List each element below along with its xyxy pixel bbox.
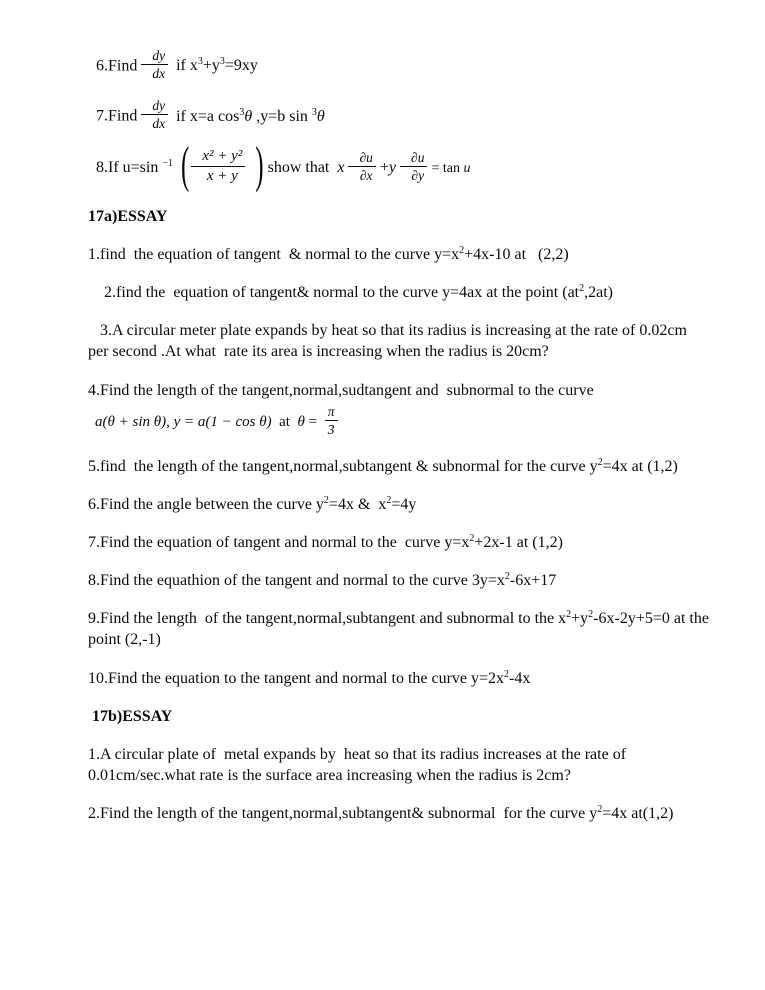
text-segment: -4x <box>509 669 531 687</box>
text-segment: +4x-10 at (2,2) <box>464 246 569 264</box>
question-text <box>88 610 713 648</box>
essay-17b-q2 <box>88 803 709 824</box>
question-8-lead <box>96 159 173 176</box>
essay-17a-q7 <box>88 532 709 553</box>
question-text <box>88 805 673 822</box>
question-text <box>88 670 530 687</box>
superscript: 2 <box>459 245 465 257</box>
superscript: 3 <box>219 56 225 68</box>
text-segment: =9xy <box>224 57 258 75</box>
question-text <box>88 322 691 360</box>
essay-17b-heading: 17b)ESSAY <box>92 707 173 725</box>
text-segment: 4.Find the length of the tangent,normal,sudtangent and subnormal to the curve <box>88 381 594 399</box>
text-segment: θ <box>316 107 325 125</box>
essay-17a-q9 <box>88 608 713 650</box>
superscript: 2 <box>504 571 510 583</box>
superscript: 2 <box>504 668 510 680</box>
essay-17a-q2 <box>88 282 709 303</box>
question-text <box>88 746 634 784</box>
text-segment: show that <box>263 159 338 177</box>
superscript: 3 <box>239 106 245 118</box>
essay-17a-heading: 17a)ESSAY <box>88 208 168 226</box>
text-segment: θ <box>244 107 253 125</box>
text-segment: -6x+17 <box>509 572 557 590</box>
essay-17b-q1 <box>88 744 709 786</box>
question-8: 8.If u=sin $^{-1}$ ( $\frac{\text{x² + y²}}{x + y}$ ) show that x $\frac{\partial u}{\partial x}$ +y $\frac{\partial u}{\partial y}$ = tan u <box>96 138 471 194</box>
text-segment: 7.Find the equation of tangent and normal to the curve y=x <box>88 534 470 552</box>
fraction-denominator: dx <box>152 66 166 82</box>
fraction-numerator: ∂u <box>400 150 427 167</box>
question-text <box>104 284 613 301</box>
text-segment: 8.If u=sin <box>96 159 163 177</box>
fraction-denominator: ∂x <box>359 168 373 184</box>
dy-dx-fraction <box>141 98 168 131</box>
text-segment: at <box>271 413 298 430</box>
question-7-label: 7.Find <box>96 107 138 125</box>
text-segment: +y <box>571 610 589 628</box>
y-variable: y <box>388 159 397 177</box>
essay-17a-q5 <box>88 456 709 477</box>
question-7 <box>88 100 709 133</box>
essay-17a-q6 <box>88 494 709 515</box>
text-segment: = tan <box>431 161 464 177</box>
text-segment: =4y <box>391 496 417 514</box>
text-segment: 1.find the equation of tangent & normal to the curve y=x <box>88 246 460 264</box>
text-segment: θ <box>297 413 305 430</box>
question-6-label: 6.Find <box>96 57 138 75</box>
question-6 <box>88 50 709 83</box>
dy-dx-fraction <box>141 48 168 81</box>
fraction-numerator: π <box>325 404 338 421</box>
question-text <box>88 496 416 513</box>
superscript: −1 <box>162 158 173 170</box>
text-segment: if x=a cos <box>172 107 240 125</box>
text-segment: 5.find the length of the tangent,normal,subtangent & subnormal for the curve y <box>88 457 598 475</box>
superscript: 2 <box>386 495 392 507</box>
superscript: 2 <box>597 804 603 815</box>
text-segment: =4x & x <box>328 496 387 514</box>
fraction-denominator: 3 <box>327 421 335 437</box>
fraction-denominator: x + y <box>206 168 238 185</box>
question-8-tail <box>431 161 470 176</box>
text-segment: 10.Find the equation to the tangent and normal to the curve y=2x <box>88 669 505 687</box>
text-segment: = <box>304 413 321 430</box>
question-6-text <box>172 57 258 74</box>
text-segment: if x <box>172 57 198 75</box>
fraction-numerator: dy <box>141 98 168 115</box>
essay-17a-q4 <box>88 380 709 401</box>
question-text <box>88 246 569 263</box>
fraction-numerator: x² + y² <box>191 148 245 167</box>
text-segment: 3.A circular meter plate expands by heat so that its radius is increasing at the rate of 0.02cm per second .At what rate its area is increasing when the radius is 20cm? <box>88 322 691 361</box>
superscript: 2 <box>469 533 475 545</box>
text-segment: 1.A circular plate of metal expands by heat so that its radius increases at the rate of 0.01cm/sec.what rate is the surface area increasing when the radius is 2cm? <box>88 745 635 784</box>
question-7-text <box>172 108 325 125</box>
essay-17a-q4-math <box>95 403 709 439</box>
superscript: 2 <box>588 609 594 621</box>
text-segment: ,y=b sin <box>252 107 312 125</box>
fraction-numerator: dy <box>141 48 168 65</box>
question-8-mid <box>264 159 345 176</box>
text-segment: x <box>337 159 345 177</box>
text-segment: ,2at) <box>584 284 613 302</box>
x2y2-fraction <box>191 148 245 185</box>
text-segment: a(θ + sin θ), y = a(1 − cos θ) <box>95 413 272 430</box>
fraction-denominator: dx <box>152 116 166 132</box>
text-segment: +2x-1 at (1,2) <box>474 534 563 552</box>
question-text <box>88 382 594 399</box>
fraction-denominator: ∂y <box>411 168 425 184</box>
question-text <box>88 534 563 551</box>
question-text <box>88 572 556 589</box>
text-segment: 2.Find the length of the tangent,normal,subtangent& subnormal for the curve y <box>88 805 598 822</box>
partial-u-partial-x-fraction <box>348 150 375 183</box>
text-segment: -6x-2y+5=0 at the point (2,-1) <box>88 610 713 649</box>
text-segment: 9.Find the length of the tangent,normal,subtangent and subnormal to the x <box>88 610 567 628</box>
text-segment: 8.Find the equathion of the tangent and normal to the curve 3y=x <box>88 572 505 590</box>
superscript: 2 <box>566 609 572 621</box>
text-segment: =4x at(1,2) <box>602 805 674 822</box>
essay-17a-q3 <box>88 320 709 362</box>
essay-17a-q10 <box>88 668 709 689</box>
superscript: 3 <box>197 56 203 68</box>
superscript: 2 <box>323 495 329 507</box>
text-segment: 2.find the equation of tangent& normal to the curve y=4ax at the point (at <box>104 284 580 302</box>
superscript: 3 <box>311 106 317 118</box>
plus-sign: + <box>379 159 389 177</box>
superscript: 2 <box>597 456 603 468</box>
fraction-numerator: ∂u <box>348 150 375 167</box>
superscript: 2 <box>579 283 585 295</box>
pi-over-3-fraction <box>325 404 338 437</box>
math-expression <box>95 414 321 430</box>
essay-17a-q1 <box>88 244 709 265</box>
text-segment: =4x at (1,2) <box>602 457 678 475</box>
question-text <box>88 458 678 475</box>
essay-17a-q8 <box>88 570 709 591</box>
partial-u-partial-y-fraction <box>400 150 427 183</box>
text-segment: u <box>463 161 471 177</box>
text-segment: 6.Find the angle between the curve y <box>88 496 324 514</box>
text-segment: +y <box>202 57 220 75</box>
